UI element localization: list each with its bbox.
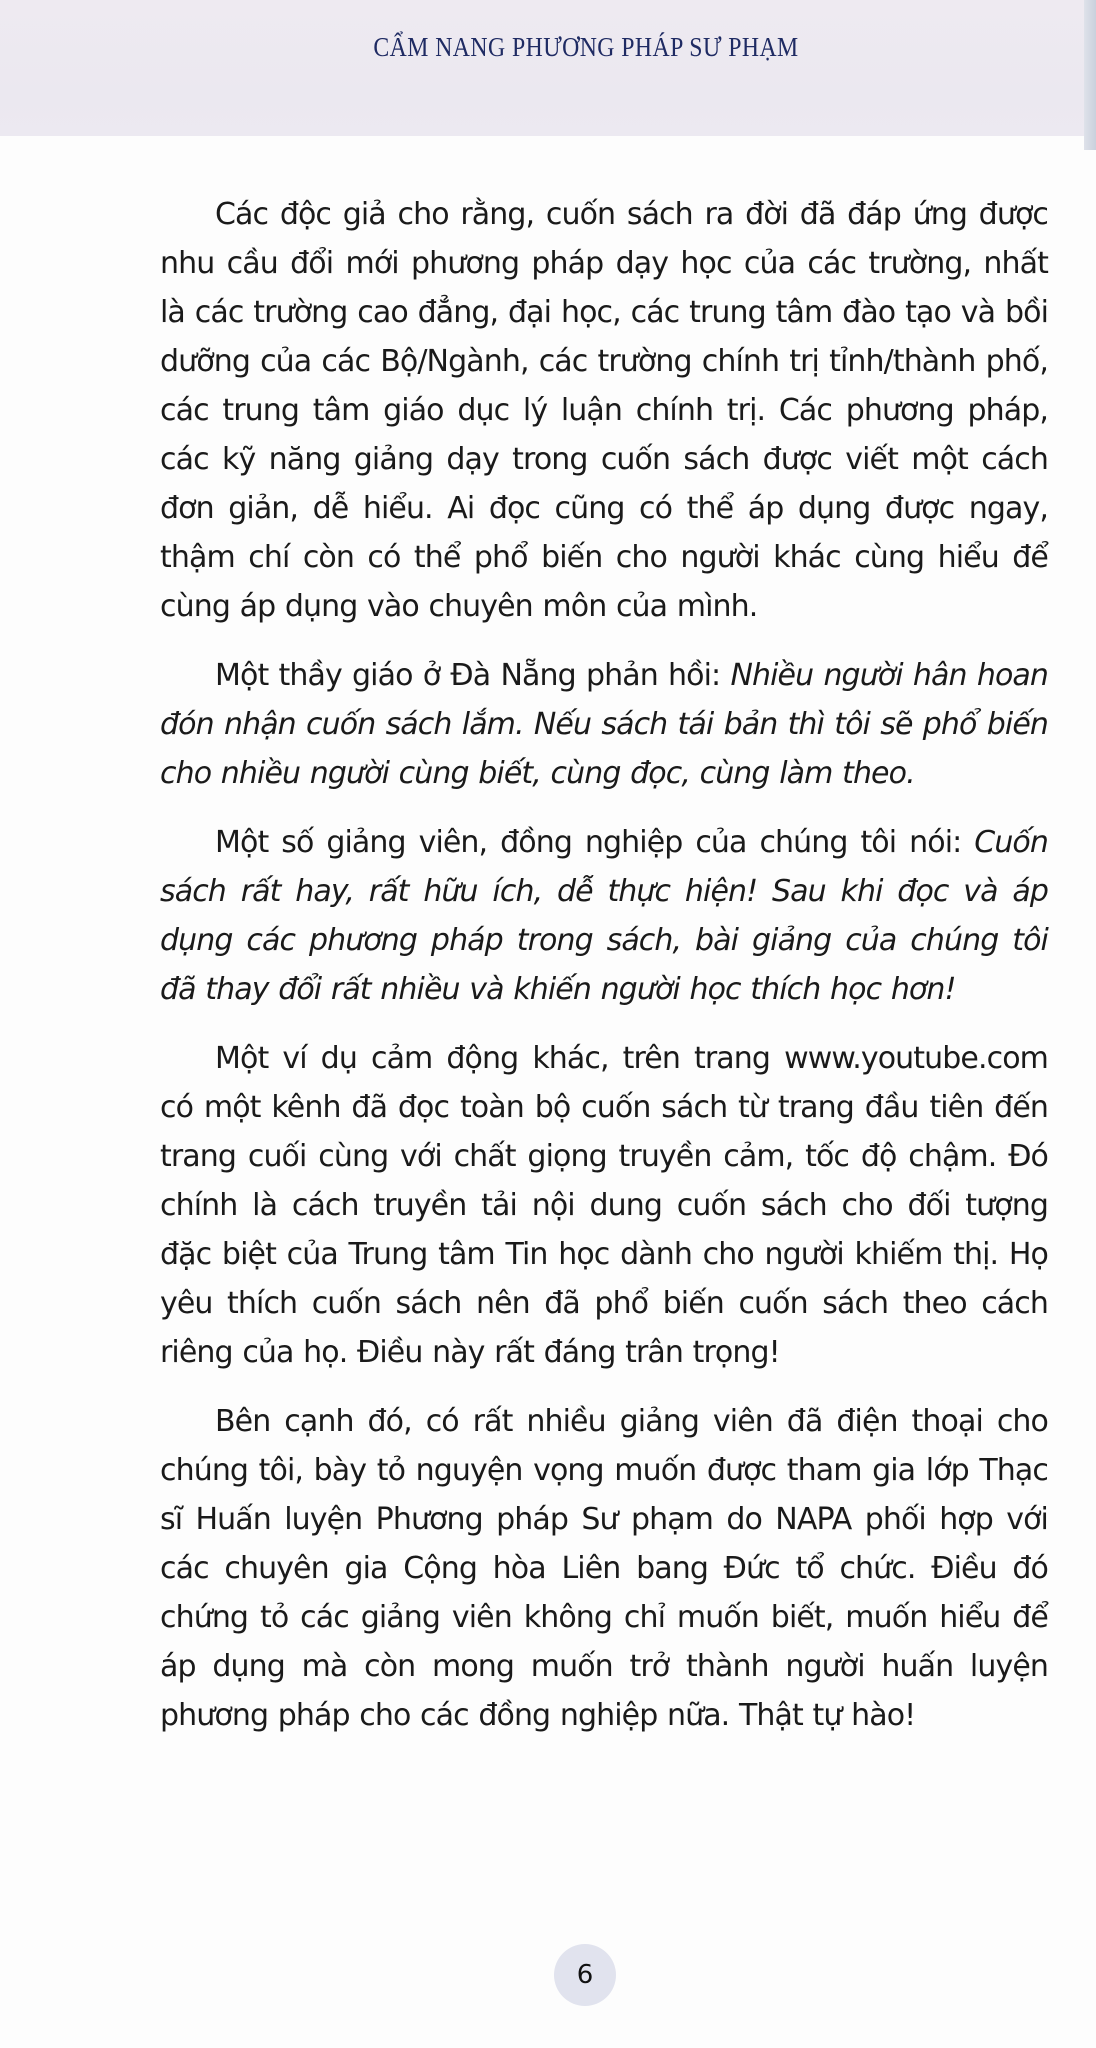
running-header-band <box>0 0 1096 136</box>
page-number-badge <box>554 1944 616 2006</box>
paragraph-lead: Một thầy giáo ở Đà Nẵng phản hồi: <box>215 658 731 693</box>
page-body <box>160 190 1048 1760</box>
paragraph-text: Bên cạnh đó, có rất nhiều giảng viên đã điện thoại cho chúng tôi, bày tỏ nguyện vọng muốn được tham gia lớp Thạc sĩ Huấn luyện Phương pháp Sư phạm do NAPA phối hợp với các chuyên gia Cộng hòa Liên bang Đức tổ chức. Điều đó chứng tỏ các giảng viên không chỉ muốn biết, muốn hiểu để áp dụng mà còn mong muốn trở thành người huấn luyện phương pháp cho các đồng nghiệp nữa. Thật tự hào! <box>160 1404 1048 1733</box>
paragraph-reader-feedback <box>160 190 1048 631</box>
italic-quote: Cuốn sách rất hay, rất hữu ích, dễ thực hiện! Sau khi đọc và áp dụng các phương pháp trong sách, bài giảng của chúng tôi đã thay đổi rất nhiều và khiến người học thích học hơn! <box>160 825 1048 1007</box>
paragraph-text: Một ví dụ cảm động khác, trên trang www.youtube.com có một kênh đã đọc toàn bộ cuốn sách từ trang đầu tiên đến trang cuối cùng với chất giọng truyền cảm, tốc độ chậm. Đó chính là cách truyền tải nội dung cuốn sách cho đối tượng đặc biệt của Trung tâm Tin học dành cho người khiếm thị. Họ yêu thích cuốn sách nên đã phổ biến cuốn sách theo cách riêng của họ. Điều này rất đáng trân trọng! <box>160 1041 1048 1370</box>
running-title: CẨM NANG PHƯƠNG PHÁP SƯ PHẠM <box>373 32 799 62</box>
paragraph-training-interest <box>160 1397 1048 1740</box>
page-edge-shadow <box>1084 0 1096 150</box>
italic-quote: Nhiều người hân hoan đón nhận cuốn sách lắm. Nếu sách tái bản thì tôi sẽ phổ biến cho nhiều người cùng biết, cùng đọc, cùng làm theo. <box>160 658 1049 791</box>
paragraph-teacher-quote <box>160 651 1048 798</box>
paragraph-text: Các độc giả cho rằng, cuốn sách ra đời đã đáp ứng được nhu cầu đổi mới phương pháp dạy học của các trường, nhất là các trường cao đẳng, đại học, các trung tâm đào tạo và bồi dưỡng của các Bộ/Ngành, các trường chính trị tỉnh/thành phố, các trung tâm giáo dục lý luận chính trị. Các phương pháp, các kỹ năng giảng dạy trong cuốn sách được viết một cách đơn giản, dễ hiểu. Ai đọc cũng có thể áp dụng được ngay, thậm chí còn có thể phổ biến cho người khác cùng hiểu để cùng áp dụng vào chuyên môn của mình. <box>160 197 1048 624</box>
paragraph-lead: Một số giảng viên, đồng nghiệp của chúng tôi nói: <box>215 825 975 860</box>
paragraph-colleague-quote <box>160 818 1048 1014</box>
paragraph-youtube-example <box>160 1034 1048 1377</box>
page-number: 6 <box>576 1960 594 1990</box>
